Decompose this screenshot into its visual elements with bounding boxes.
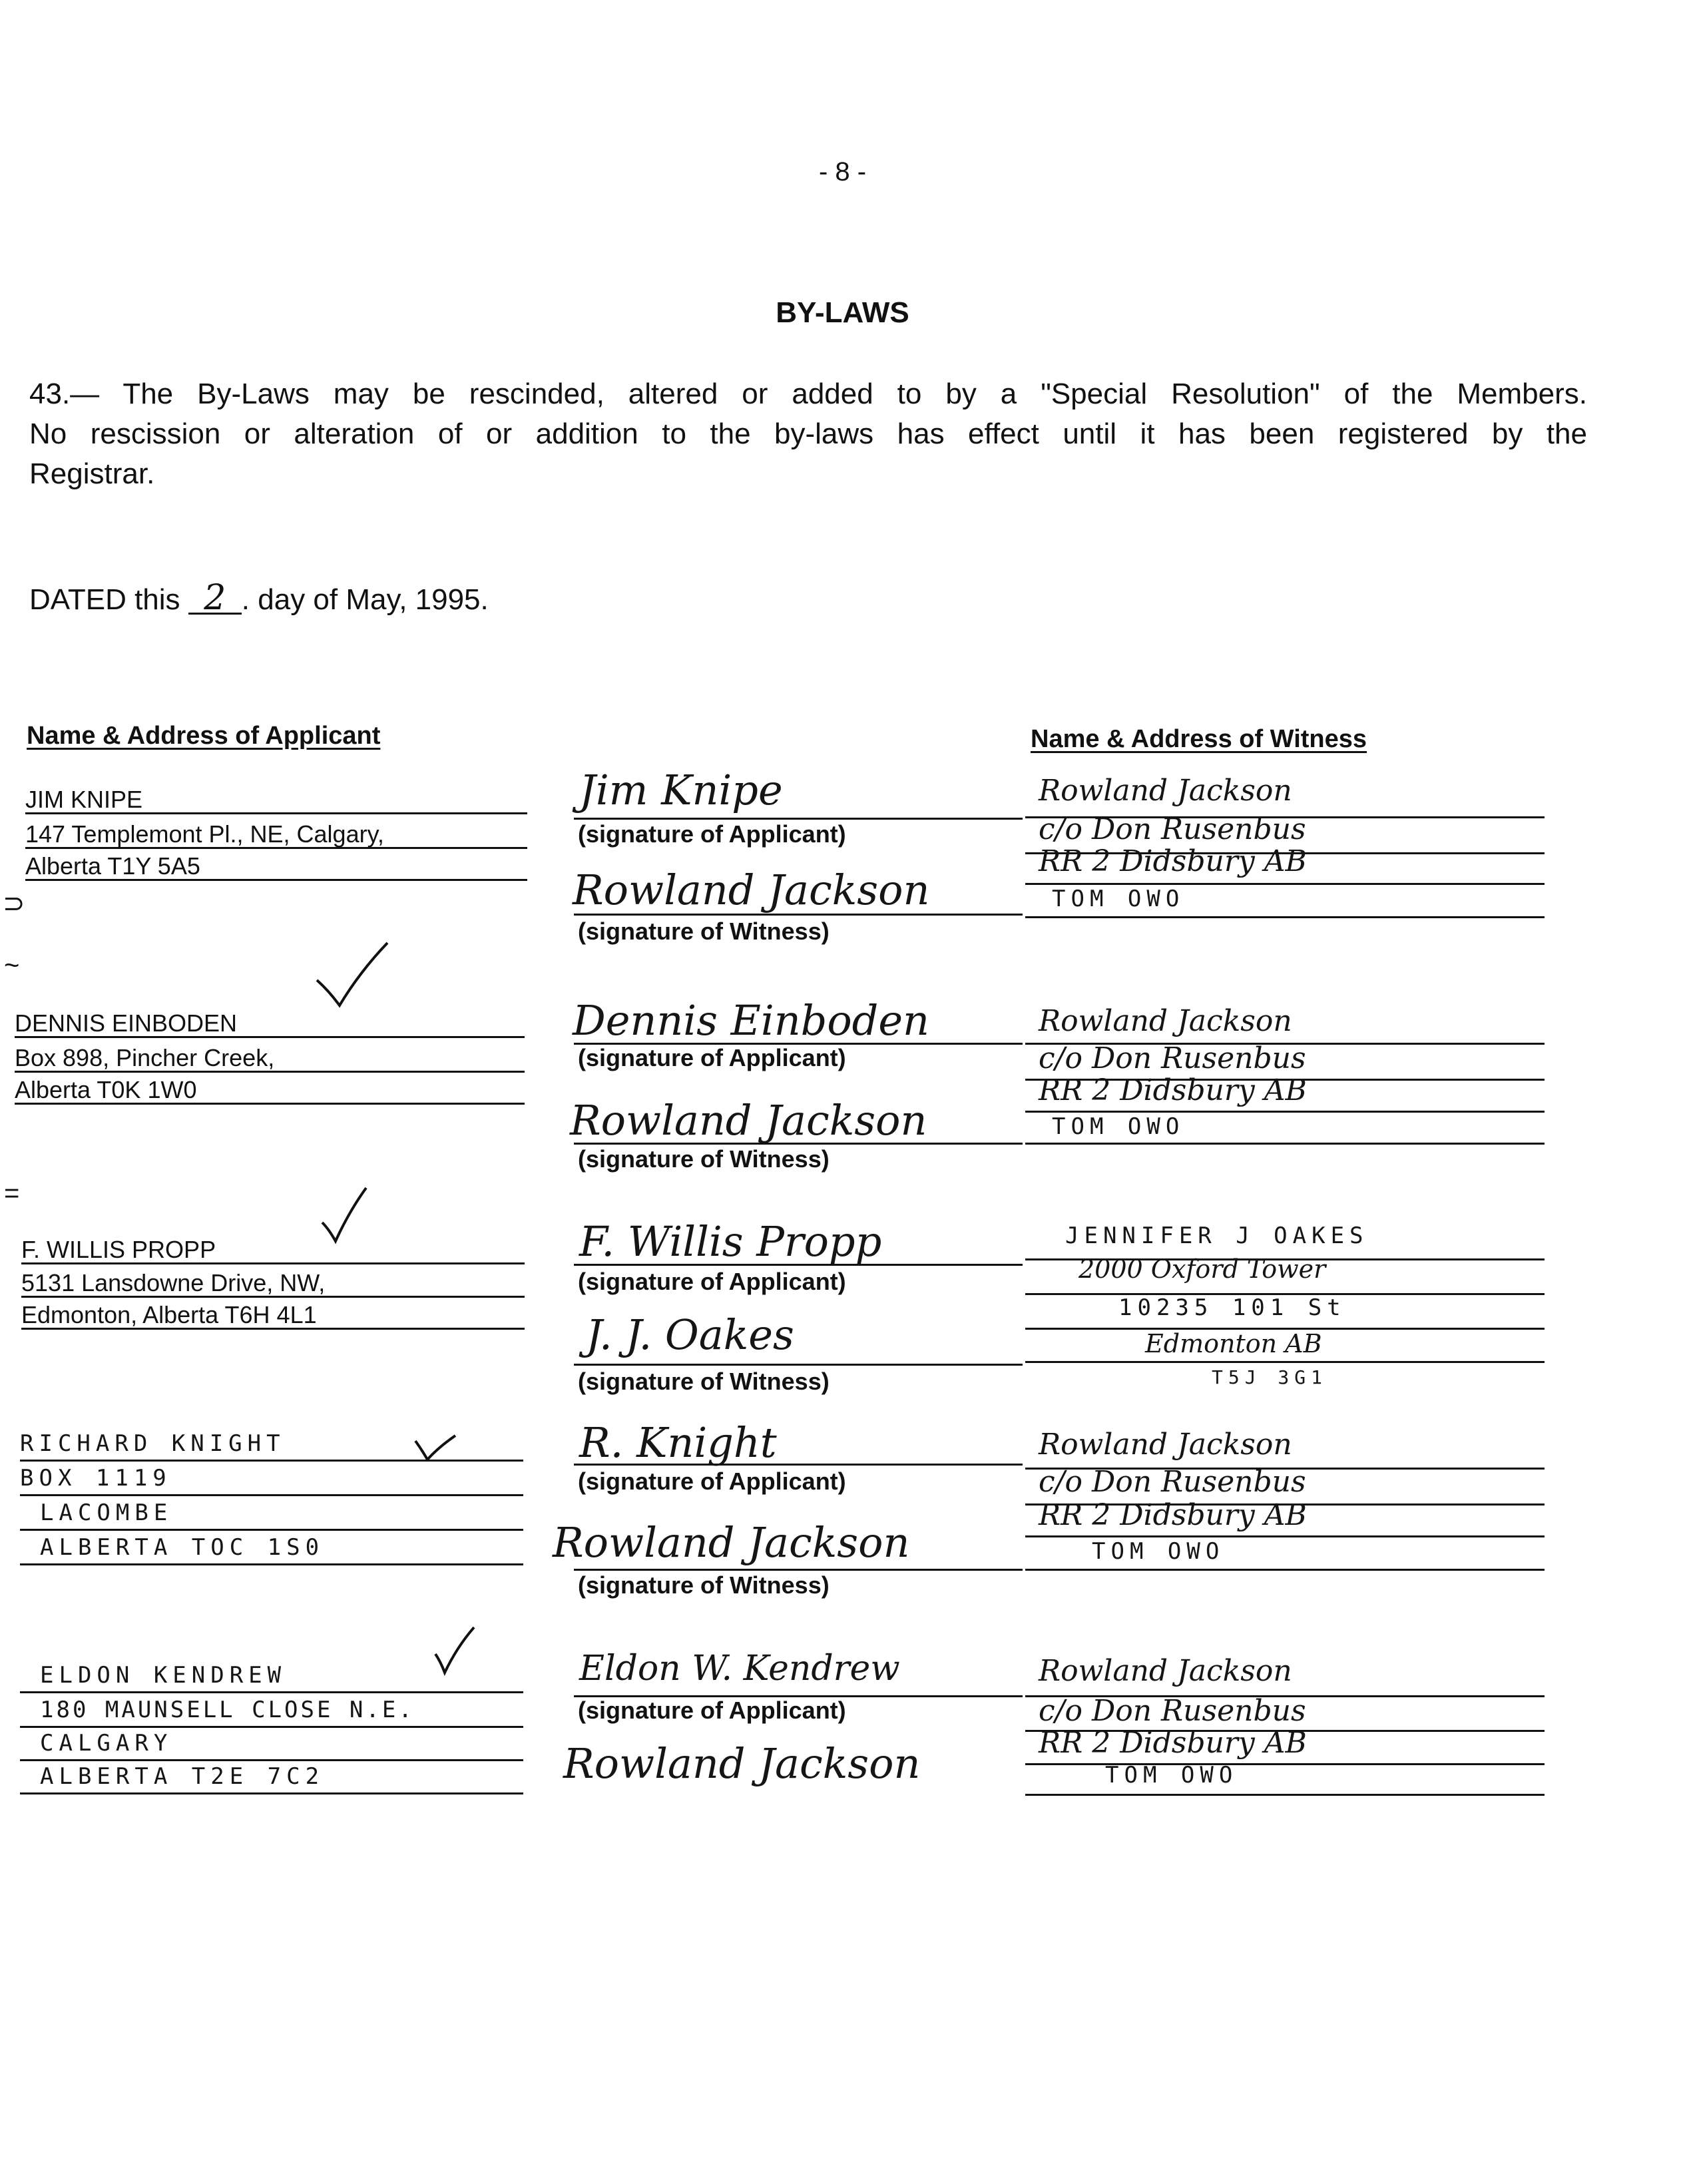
witness-signature: Rowland Jackson bbox=[563, 1739, 921, 1788]
witness-postal-code: TOM OWO bbox=[1105, 1762, 1238, 1788]
witness-address-line: RR 2 Didsbury AB bbox=[1039, 1073, 1307, 1107]
witness-address-line: RR 2 Didsbury AB bbox=[1039, 1498, 1307, 1532]
applicant-name: RICHARD KNIGHT bbox=[20, 1430, 286, 1457]
witness-name: JENNIFER J OAKES bbox=[1065, 1223, 1369, 1249]
witness-signature: J. J. Oakes bbox=[586, 1310, 794, 1359]
witness-postal-code: TOM OWO bbox=[1052, 1113, 1185, 1140]
witness-signature: Rowland Jackson bbox=[553, 1518, 910, 1567]
applicant-signature: R. Knight bbox=[579, 1418, 777, 1467]
applicant-name: F. WILLIS PROPP bbox=[21, 1236, 216, 1263]
page-title: BY-LAWS bbox=[776, 296, 909, 329]
applicant-signature: Eldon W. Kendrew bbox=[579, 1649, 900, 1689]
witness-address-line: 2000 Oxford Tower bbox=[1079, 1254, 1326, 1284]
check-mark-icon bbox=[313, 939, 393, 1012]
scan-edge-mark: ~ bbox=[4, 951, 20, 980]
applicant-address-line: ALBERTA T2E 7C2 bbox=[40, 1763, 325, 1790]
applicant-address-line: Edmonton, Alberta T6H 4L1 bbox=[21, 1301, 317, 1328]
witness-postal-code: T5J 3G1 bbox=[1212, 1366, 1328, 1388]
witness-address-line: c/o Don Rusenbus bbox=[1039, 1041, 1306, 1075]
witness-signature-caption: (signature of Witness) bbox=[578, 1368, 830, 1395]
applicant-address-line: 5131 Lansdowne Drive, NW, bbox=[21, 1269, 326, 1296]
applicant-signature: Jim Knipe bbox=[579, 766, 783, 814]
applicant-address-line: CALGARY bbox=[40, 1730, 173, 1757]
check-mark-icon bbox=[433, 1625, 479, 1678]
applicant-address-line: LACOMBE bbox=[40, 1500, 173, 1526]
witness-name: Rowland Jackson bbox=[1039, 774, 1292, 808]
page-number: - 8 - bbox=[818, 157, 867, 186]
witness-postal-code: TOM OWO bbox=[1092, 1538, 1225, 1565]
witness-signature: Rowland Jackson bbox=[570, 1096, 927, 1145]
witness-address-line: c/o Don Rusenbus bbox=[1039, 1694, 1306, 1728]
witness-address-line: RR 2 Didsbury AB bbox=[1039, 844, 1307, 878]
witness-column-header: Name & Address of Witness bbox=[1031, 725, 1367, 753]
witness-postal-code: TOM OWO bbox=[1052, 886, 1185, 912]
check-mark-icon bbox=[320, 1185, 373, 1245]
applicant-address-line: Box 898, Pincher Creek, bbox=[15, 1044, 275, 1071]
applicant-name: DENNIS EINBODEN bbox=[15, 1009, 238, 1037]
applicant-signature-caption: (signature of Applicant) bbox=[578, 1468, 846, 1495]
dated-day: 2 bbox=[188, 583, 242, 615]
witness-address-line: c/o Don Rusenbus bbox=[1039, 1465, 1306, 1499]
applicant-signature-caption: (signature of Applicant) bbox=[578, 1268, 846, 1295]
applicant-name: ELDON KENDREW bbox=[40, 1662, 287, 1689]
applicant-column-header: Name & Address of Applicant bbox=[27, 722, 381, 750]
witness-signature-caption: (signature of Witness) bbox=[578, 918, 830, 945]
applicant-signature-caption: (signature of Applicant) bbox=[578, 1697, 846, 1724]
clause-line-1: 43.— The By-Laws may be rescinded, altered or added to by a "Special Resolution" of the Members. bbox=[29, 378, 1587, 410]
clause-line-2: No rescission or alteration of or addition to the by-laws has effect until it has been registered by the bbox=[29, 417, 1587, 450]
witness-signature-caption: (signature of Witness) bbox=[578, 1145, 830, 1173]
dated-suffix: . day of May, 1995. bbox=[241, 583, 489, 616]
witness-name: Rowland Jackson bbox=[1039, 1654, 1292, 1688]
witness-name: Rowland Jackson bbox=[1039, 1428, 1292, 1462]
witness-signature: Rowland Jackson bbox=[573, 866, 930, 914]
applicant-address-line: Alberta T0K 1W0 bbox=[15, 1076, 197, 1103]
applicant-address-line: 147 Templemont Pl., NE, Calgary, bbox=[25, 820, 384, 848]
dated-prefix: DATED this bbox=[29, 583, 180, 616]
witness-name: Rowland Jackson bbox=[1039, 1004, 1292, 1038]
applicant-address-line: BOX 1119 bbox=[20, 1465, 172, 1492]
witness-address-line: Edmonton AB bbox=[1145, 1329, 1322, 1358]
witness-address-line: c/o Don Rusenbus bbox=[1039, 812, 1306, 846]
applicant-signature-caption: (signature of Applicant) bbox=[578, 820, 846, 848]
witness-address-line: 10235 101 St bbox=[1118, 1294, 1346, 1321]
applicant-address-line: 180 MAUNSELL CLOSE N.E. bbox=[40, 1697, 415, 1723]
applicant-name: JIM KNIPE bbox=[25, 786, 143, 813]
scan-edge-mark: ⊃ bbox=[3, 889, 25, 918]
clause-line-3: Registrar. bbox=[29, 457, 155, 490]
applicant-address-line: Alberta T1Y 5A5 bbox=[25, 852, 200, 880]
witness-address-line: RR 2 Didsbury AB bbox=[1039, 1726, 1307, 1760]
dated-line bbox=[29, 578, 489, 618]
applicant-signature-caption: (signature of Applicant) bbox=[578, 1044, 846, 1071]
applicant-signature: Dennis Einboden bbox=[573, 996, 929, 1045]
applicant-signature: F. Willis Propp bbox=[579, 1217, 882, 1266]
scan-edge-mark: = bbox=[4, 1179, 20, 1208]
applicant-address-line: ALBERTA TOC 1S0 bbox=[40, 1534, 325, 1561]
check-mark-icon bbox=[413, 1432, 459, 1465]
witness-signature-caption: (signature of Witness) bbox=[578, 1571, 830, 1599]
bylaw-clause bbox=[29, 374, 1587, 494]
